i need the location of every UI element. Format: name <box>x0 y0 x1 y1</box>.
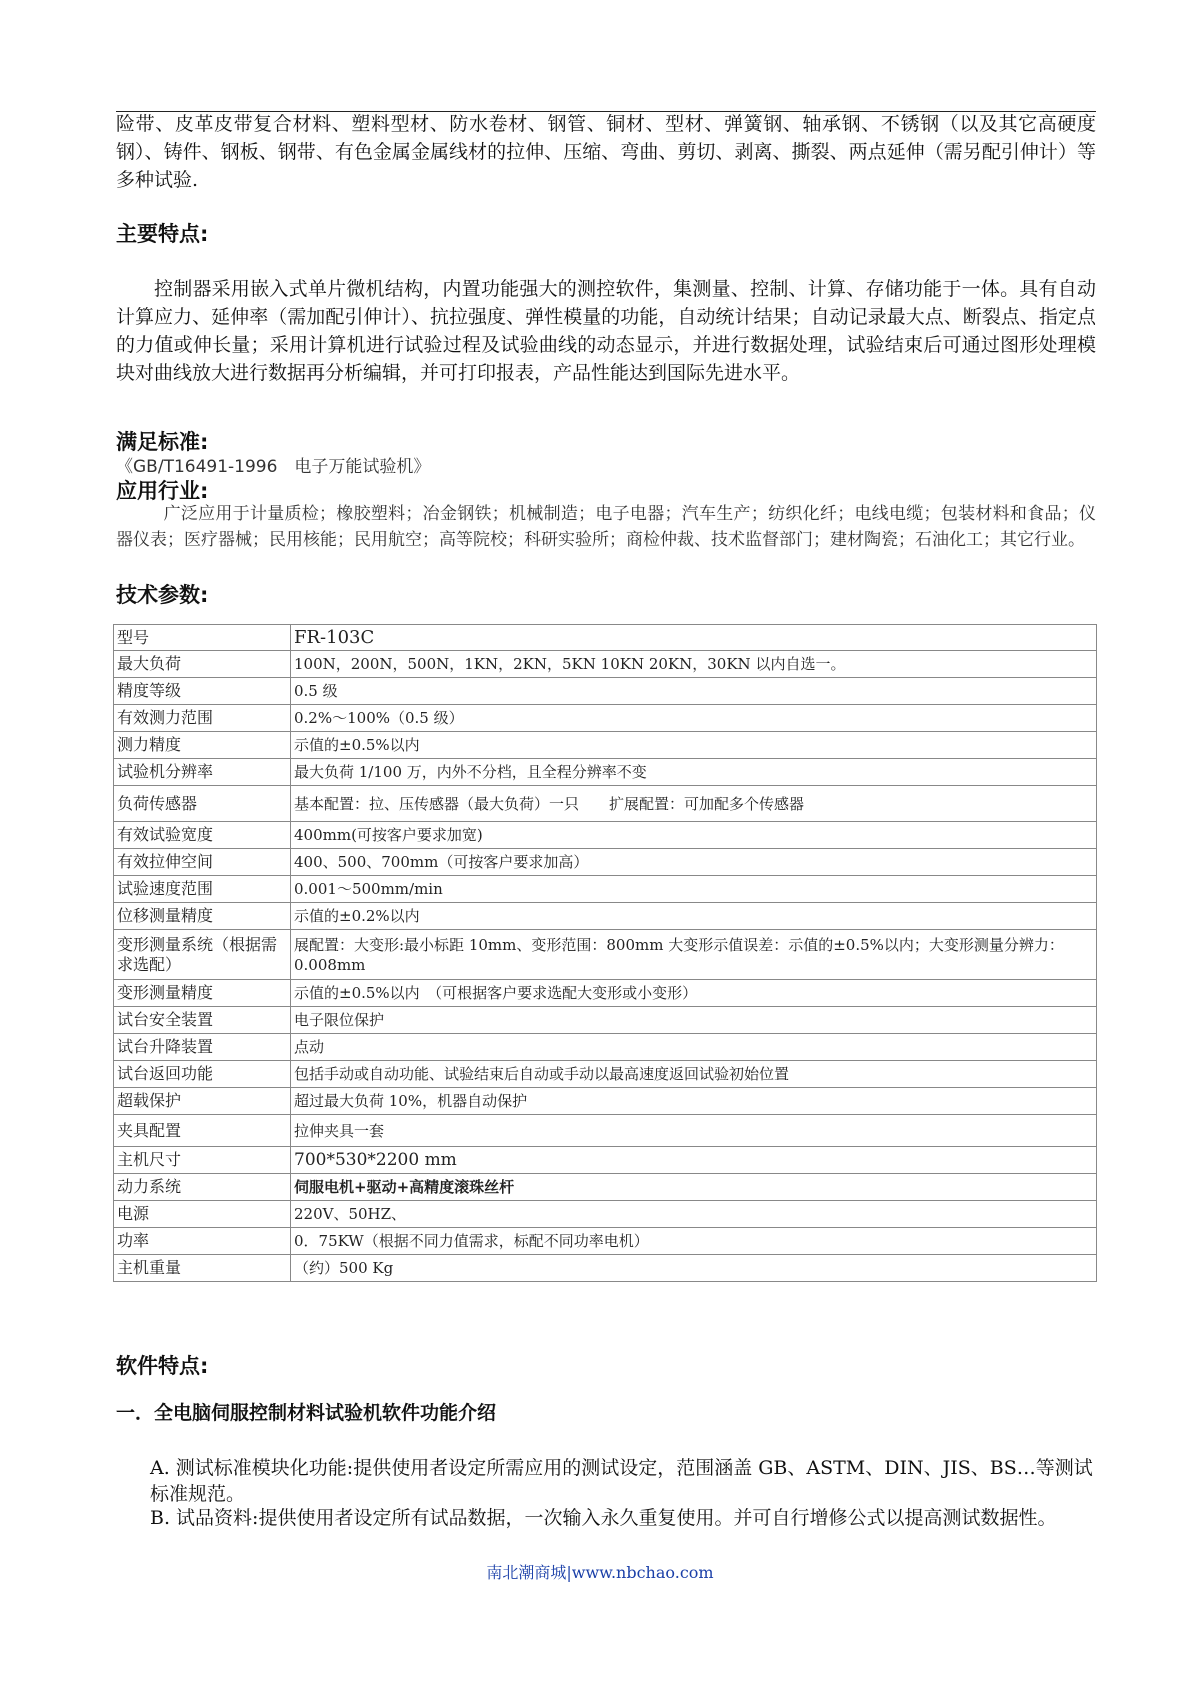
intro-paragraph: 险带、皮革皮带复合材料、塑料型材、防水卷材、钢管、铜材、型材、弹簧钢、轴承钢、不锈钢（以及其它高硬度钢）、铸件、钢板、钢带、有色金属金属线材的拉伸、压缩、弯曲、剪切、剥离、撕裂、两点延伸（需另配引伸计）等多种试验. <box>116 113 1096 191</box>
spec-row <box>114 732 1097 759</box>
spec-value: 700*530*2200 mm <box>291 1147 1097 1174</box>
spec-row <box>114 1088 1097 1115</box>
spec-value: 0.5 级 <box>291 678 1097 705</box>
spec-value: 展配置：大变形:最小标距 10mm、变形范围：800mm 大变形示值误差：示值的±0.5%以内；大变形测量分辨力：0.008mm <box>291 930 1097 980</box>
spec-row <box>114 980 1097 1007</box>
spec-key: 超载保护 <box>114 1088 291 1115</box>
spec-row <box>114 1201 1097 1228</box>
spec-value: 包括手动或自动功能、试验结束后自动或手动以最高速度返回试验初始位置 <box>291 1061 1097 1088</box>
spec-key: 主机尺寸 <box>114 1147 291 1174</box>
spec-row <box>114 849 1097 876</box>
spec-key: 变形测量精度 <box>114 980 291 1007</box>
features-paragraph: 控制器采用嵌入式单片微机结构，内置功能强大的测控软件，集测量、控制、计算、存储功能于一体。具有自动计算应力、延伸率（需加配引伸计）、抗拉强度、弹性模量的功能，自动统计结果；自动记录最大点、断裂点、指定点的力值或伸长量；采用计算机进行试验过程及试验曲线的动态显示，并进行数据处理，试验结束后可通过图形处理模块对曲线放大进行数据再分析编辑，并可打印报表，产品性能达到国际先进水平。 <box>116 278 1096 384</box>
spec-key: 有效测力范围 <box>114 705 291 732</box>
spec-value: 0.001～500mm/min <box>291 876 1097 903</box>
features-heading: 主要特点: <box>116 222 209 246</box>
spec-key: 有效试验宽度 <box>114 822 291 849</box>
spec-value: （约）500 Kg <box>291 1255 1097 1282</box>
spec-row <box>114 930 1097 980</box>
spec-key: 试台安全装置 <box>114 1007 291 1034</box>
spec-value: 示值的±0.5%以内 <box>291 732 1097 759</box>
spec-key: 有效拉伸空间 <box>114 849 291 876</box>
params-heading: 技术参数: <box>116 583 209 607</box>
spec-value: 超过最大负荷 10%，机器自动保护 <box>291 1088 1097 1115</box>
industry-heading: 应用行业: <box>116 479 209 503</box>
spec-row <box>114 1147 1097 1174</box>
spec-key: 试台升降装置 <box>114 1034 291 1061</box>
spec-value: 100N，200N，500N，1KN，2KN，5KN 10KN 20KN，30KN 以内自选一。 <box>291 651 1097 678</box>
software-heading: 软件特点: <box>116 1354 209 1378</box>
spec-value: 400、500、700mm（可按客户要求加高） <box>291 849 1097 876</box>
spec-key: 电源 <box>114 1201 291 1228</box>
spec-row <box>114 822 1097 849</box>
software-item-a: A. 测试标准模块化功能:提供使用者设定所需应用的测试设定，范围涵盖 GB、ASTM、DIN、JIS、BS…等测试标准规范。 <box>150 1457 1093 1505</box>
spec-key: 试台返回功能 <box>114 1061 291 1088</box>
spec-row <box>114 1228 1097 1255</box>
spec-value: 400mm(可按客户要求加宽) <box>291 822 1097 849</box>
spec-key: 动力系统 <box>114 1174 291 1201</box>
industry-text: 广泛应用于计量质检；橡胶塑料；冶金钢铁；机械制造；电子电器；汽车生产；纺织化纤；电线电缆；包装材料和食品；仪器仪表；医疗器械；民用核能；民用航空；高等院校；科研实验所；商检仲裁、技术监督部门；建材陶瓷；石油化工；其它行业。 <box>116 504 1096 550</box>
spec-row <box>114 786 1097 822</box>
software-item-b: B. 试品资料:提供使用者设定所有试品数据，一次输入永久重复使用。并可自行增修公式以提高测试数据性。 <box>150 1507 1057 1529</box>
spec-key: 精度等级 <box>114 678 291 705</box>
spec-row <box>114 625 1097 651</box>
spec-key: 主机重量 <box>114 1255 291 1282</box>
spec-value: 拉伸夹具一套 <box>291 1115 1097 1147</box>
spec-table <box>113 624 1097 1282</box>
spec-value: 0．75KW（根据不同力值需求，标配不同功率电机） <box>291 1228 1097 1255</box>
spec-value: 最大负荷 1/100 万，内外不分档，且全程分辨率不变 <box>291 759 1097 786</box>
standard-heading: 满足标准: <box>116 430 209 454</box>
spec-row <box>114 876 1097 903</box>
spec-row <box>114 651 1097 678</box>
spec-row <box>114 903 1097 930</box>
footer-link[interactable]: 南北潮商城|www.nbchao.com <box>486 1563 714 1582</box>
spec-key: 负荷传感器 <box>114 786 291 822</box>
spec-value: 示值的±0.2%以内 <box>291 903 1097 930</box>
spec-row <box>114 1061 1097 1088</box>
spec-row <box>114 1255 1097 1282</box>
spec-row <box>114 1007 1097 1034</box>
spec-value: 示值的±0.5%以内 （可根据客户要求选配大变形或小变形） <box>291 980 1097 1007</box>
spec-row <box>114 759 1097 786</box>
spec-key: 型号 <box>114 625 291 651</box>
spec-row <box>114 1034 1097 1061</box>
spec-row <box>114 705 1097 732</box>
spec-key: 变形测量系统（根据需求选配） <box>114 930 291 980</box>
spec-key: 位移测量精度 <box>114 903 291 930</box>
standard-text: 《GB/T16491-1996 电子万能试验机》 <box>116 457 431 477</box>
spec-key: 夹具配置 <box>114 1115 291 1147</box>
spec-key: 功率 <box>114 1228 291 1255</box>
spec-value: 220V、50HZ、 <box>291 1201 1097 1228</box>
spec-value: 0.2%～100%（0.5 级） <box>291 705 1097 732</box>
spec-key: 测力精度 <box>114 732 291 759</box>
spec-key: 最大负荷 <box>114 651 291 678</box>
spec-value: 基本配置：拉、压传感器（最大负荷）一只 扩展配置：可加配多个传感器 <box>291 786 1097 822</box>
software-subheading: 一．全电脑伺服控制材料试验机软件功能介绍 <box>116 1402 497 1424</box>
spec-value: 电子限位保护 <box>291 1007 1097 1034</box>
spec-key: 试验机分辨率 <box>114 759 291 786</box>
spec-value: FR-103C <box>291 625 1097 651</box>
spec-row <box>114 1174 1097 1201</box>
spec-key: 试验速度范围 <box>114 876 291 903</box>
spec-value: 伺服电机+驱动+高精度滚珠丝杆 <box>291 1174 1097 1201</box>
spec-row <box>114 678 1097 705</box>
spec-value: 点动 <box>291 1034 1097 1061</box>
spec-row <box>114 1115 1097 1147</box>
